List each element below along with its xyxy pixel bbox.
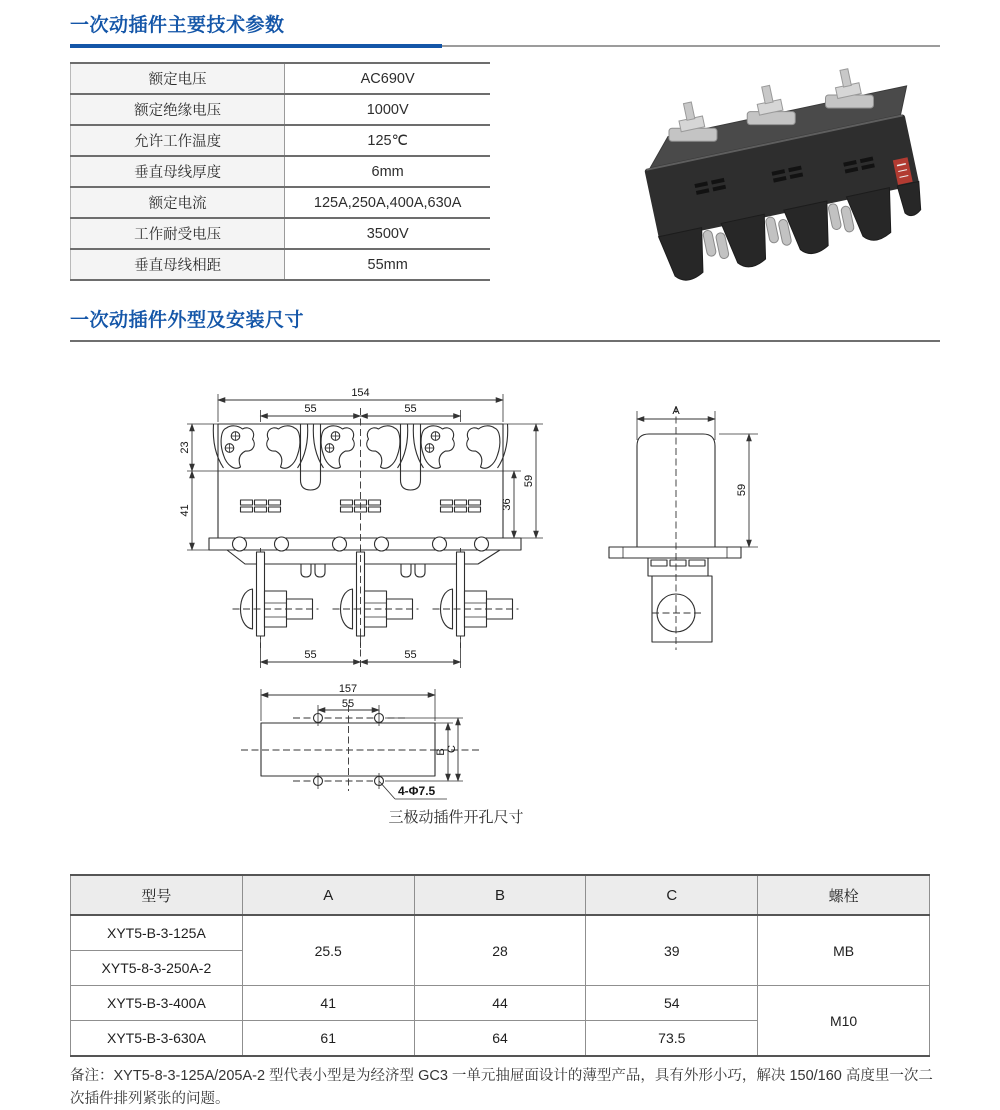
model-row xyxy=(71,986,930,1021)
dim-label: 55 xyxy=(404,403,417,415)
dim-c-value: 54 xyxy=(586,986,758,1021)
dim-label: 55 xyxy=(341,698,355,710)
spec-label: 额定电压 xyxy=(71,63,285,94)
dim-label: 59 xyxy=(523,474,535,488)
title-rule xyxy=(70,340,940,343)
col-header-c: C xyxy=(586,875,758,915)
dim-label: 41 xyxy=(179,504,191,517)
pole-contacts xyxy=(413,424,507,468)
model-name: XYT5-B-3-630A xyxy=(71,1021,243,1057)
vent-grid xyxy=(241,500,281,512)
section-title-params-text: 一次动插件主要技术参数 xyxy=(70,15,285,36)
dim-label: 154 xyxy=(351,387,370,399)
side-view-drawing xyxy=(600,400,770,655)
dim-label: 157 xyxy=(338,683,358,695)
spec-row xyxy=(71,63,491,94)
dim-c-value: 39 xyxy=(586,915,758,986)
dim-label: A xyxy=(672,405,680,417)
dim-label: 36 xyxy=(501,498,513,511)
cutout-rect xyxy=(261,723,435,776)
holes-count-label: 4-Φ7.5 xyxy=(398,784,436,798)
spec-row xyxy=(71,156,491,187)
model-name: XYT5-8-3-250A-2 xyxy=(71,951,243,986)
spec-table xyxy=(70,62,490,281)
dim-b-value: 64 xyxy=(414,1021,586,1057)
section-title-dimensions-text: 一次动插件外型及安装尺寸 xyxy=(70,310,305,331)
spec-value: 125℃ xyxy=(285,125,490,156)
spec-value: AC690V xyxy=(285,63,490,94)
front-view-drawing xyxy=(163,386,568,676)
dim-label: 55 xyxy=(304,403,317,415)
section-title-dimensions xyxy=(70,305,940,342)
col-header-b: B xyxy=(414,875,586,915)
col-header-a: A xyxy=(242,875,414,915)
dim-a-value: 41 xyxy=(242,986,414,1021)
dim-label: 59 xyxy=(736,483,748,497)
spec-row xyxy=(71,249,491,280)
spec-label: 工作耐受电压 xyxy=(71,218,285,249)
dim-a-value: 25.5 xyxy=(242,915,414,986)
pole-contacts xyxy=(213,424,307,468)
section-title-params xyxy=(70,10,940,47)
col-header-bolt: 螺栓 xyxy=(758,875,930,915)
spec-label: 额定电流 xyxy=(71,187,285,218)
terminal-blade-bolt xyxy=(233,548,319,648)
dim-b-value: 28 xyxy=(414,915,586,986)
spec-row xyxy=(71,125,491,156)
bolt-value: MB xyxy=(758,915,930,986)
spec-label: 额定绝缘电压 xyxy=(71,94,285,125)
spec-value: 1000V xyxy=(285,94,490,125)
spec-value: 6mm xyxy=(285,156,490,187)
dim-label: 23 xyxy=(179,441,191,454)
spec-label: 垂直母线相距 xyxy=(71,249,285,280)
model-name: XYT5-B-3-400A xyxy=(71,986,243,1021)
model-row xyxy=(71,915,930,951)
product-photo xyxy=(592,48,950,300)
dim-label: B xyxy=(435,748,447,756)
model-table-header-row xyxy=(71,875,930,915)
dim-label: 55 xyxy=(304,649,317,661)
cutout-caption: 三极动插件开孔尺寸 xyxy=(388,809,524,826)
spec-row xyxy=(71,94,491,125)
spec-value: 3500V xyxy=(285,218,490,249)
spec-label: 允许工作温度 xyxy=(71,125,285,156)
spec-label: 垂直母线厚度 xyxy=(71,156,285,187)
spec-value: 125A,250A,400A,630A xyxy=(285,187,490,218)
cutout-drawing xyxy=(225,683,555,828)
model-name: XYT5-B-3-125A xyxy=(71,915,243,951)
dim-a-value: 61 xyxy=(242,1021,414,1057)
dim-b-value: 44 xyxy=(414,986,586,1021)
col-header-model: 型号 xyxy=(71,875,243,915)
bolt-value: M10 xyxy=(758,986,930,1057)
side-flange xyxy=(609,547,741,558)
spec-row xyxy=(71,218,491,249)
terminal-blade-bolt xyxy=(333,548,419,648)
note-text: 备注：XYT5-8-3-125A/205A-2 型代表小型是为经济型 GC3 一单元抽屉面设计的薄型产品，具有外形小巧，解决 150/160 高度里一次二次插件排列紧张的问题。 xyxy=(70,1067,933,1107)
title-rule-accent xyxy=(70,44,442,48)
dim-c-value: 73.5 xyxy=(586,1021,758,1057)
dim-label: 55 xyxy=(404,649,417,661)
dim-label: C xyxy=(446,745,458,753)
model-table xyxy=(70,874,930,1057)
side-lower-block xyxy=(652,576,712,642)
terminal-blade-bolt xyxy=(433,548,519,648)
vent-grid xyxy=(441,500,481,512)
spec-row xyxy=(71,187,491,218)
spec-value: 55mm xyxy=(285,249,490,280)
